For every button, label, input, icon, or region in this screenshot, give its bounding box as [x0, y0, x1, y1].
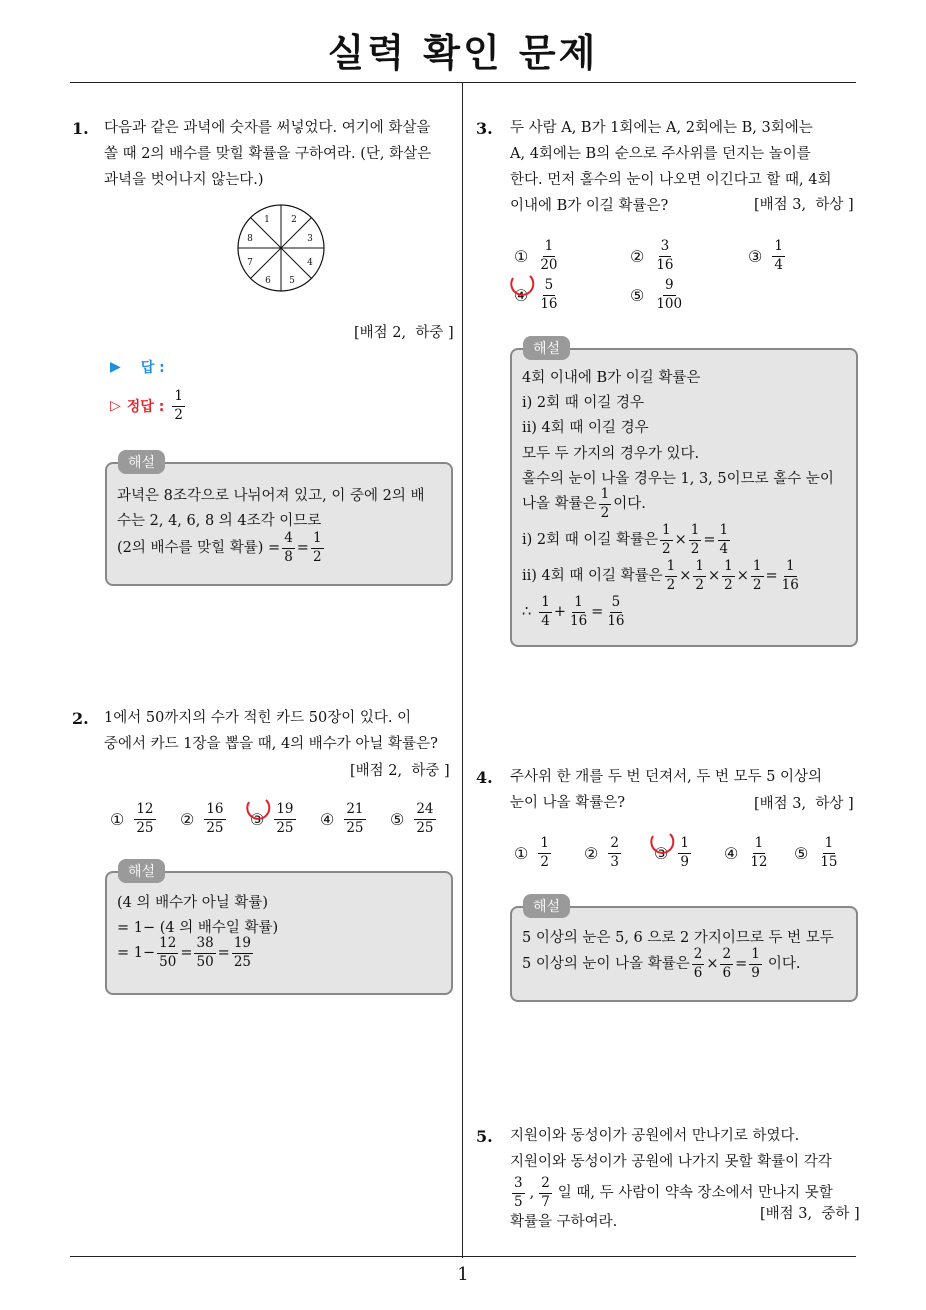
question-text [104, 705, 460, 757]
target-diagram [228, 203, 334, 293]
explanation-line: 홀수의 눈이 나올 경우는 1, 3, 5이므로 홀수 눈이 [522, 471, 834, 487]
explanation-tag: 해설 [523, 894, 570, 918]
answer-circle-mark [508, 271, 536, 299]
question-line: 눈이 나올 확률은? [510, 795, 626, 811]
choice-5[interactable]: ⑤ $\frac{24}{25}$ [390, 801, 434, 836]
explanation-box [105, 462, 453, 586]
answer-label: 답 : [140, 360, 165, 376]
bottom-rule [70, 1256, 856, 1257]
explanation-line: (4 의 배수가 아닐 확률) [117, 895, 269, 911]
correct-label: 정답 : [126, 399, 165, 415]
question-line: 중에서 카드 1장을 뽑을 때, 4의 배수가 아닐 확률은? [104, 736, 438, 752]
question-line: 두 사람 A, B가 1회에는 A, 2회에는 B, 3회에는 [510, 120, 813, 136]
question-number: 1. [72, 119, 89, 138]
target-number: 3 [307, 234, 313, 244]
question-line: 확률을 구하여라. [510, 1214, 618, 1230]
question-line: 지원이와 동성이가 공원에 나가지 못할 확률이 각각 [510, 1154, 832, 1170]
question-line: 다음과 같은 과녁에 숫자를 써넣었다. 여기에 화살을 [104, 120, 431, 136]
explanation-box [105, 871, 453, 995]
explanation-line: 나올 확률은 $\frac{1}{2}$ 이다. [522, 486, 646, 521]
question-line: 지원이와 동성이가 공원에서 만나기로 하였다. [510, 1128, 800, 1144]
choice-3[interactable]: ③ $\frac{1}{4}$ [748, 238, 783, 273]
choice-2[interactable]: ② $\frac{3}{16}$ [630, 238, 674, 273]
correct-answer-line [110, 390, 187, 422]
question-line: A, 4회에는 B의 순으로 주사위를 던지는 놀이를 [510, 146, 811, 162]
triangle-right-icon: ▶ [110, 359, 121, 375]
explanation-box [510, 906, 858, 1002]
explanation-line: = 1− (4 의 배수일 확률) [117, 920, 279, 936]
explanation-line: 5 이상의 눈은 5, 6 으로 2 가지이므로 두 번 모두 [522, 930, 834, 946]
choice-2[interactable]: ② $\frac{16}{25}$ [180, 801, 224, 836]
explanation-line: (2의 배수를 맞힐 확률) = $\frac{4}{8}$ = $\frac{1}{2}$ [117, 530, 322, 565]
choice-1[interactable]: ① $\frac{12}{25}$ [110, 801, 154, 836]
answer-line [110, 357, 165, 377]
choice-3[interactable]: ③ $\frac{1}{9}$ [654, 837, 693, 869]
answer-circle-mark [244, 795, 272, 823]
answer-circle-mark [648, 829, 676, 857]
score-meta: [배점 3, 하상 ] [754, 197, 854, 213]
question-number: 3. [476, 119, 493, 138]
choice-1[interactable]: ① $\frac{1}{2}$ [514, 835, 549, 870]
choice-3[interactable]: ③ $\frac{19}{25}$ [250, 803, 298, 835]
target-number: 4 [307, 258, 313, 268]
target-number: 2 [291, 215, 297, 225]
question-line: $\frac{3}{5}$ , $\frac{2}{7}$ 일 때, 두 사람이 약속 장소에서 만나지 못할 [514, 1175, 833, 1210]
choice-1[interactable]: ① $\frac{1}{20}$ [514, 238, 558, 273]
target-number: 5 [289, 276, 295, 286]
column-divider [462, 82, 463, 1258]
triangle-outline-icon: ▷ [110, 398, 121, 414]
target-number: 6 [265, 276, 271, 286]
explanation-box [510, 348, 858, 647]
explanation-line: 4회 이내에 B가 이길 확률은 [522, 370, 701, 386]
question-number: 5. [476, 1127, 493, 1146]
explanation-line: ⅱ) 4회 때 이길 경우 [522, 420, 649, 436]
explanation-line: 5 이상의 눈이 나올 확률은 $\frac{2}{6}$ × $\frac{2}{6}$ = $\frac{1}{9}$ 이다. [522, 946, 801, 981]
target-number: 1 [264, 215, 270, 225]
question-line: 이내에 B가 이길 확률은? [510, 198, 669, 214]
explanation-line: 수는 2, 4, 6, 8 의 4조각 이므로 [117, 513, 322, 529]
choice-5[interactable]: ⑤ $\frac{1}{15}$ [794, 835, 838, 870]
explanation-line: ⅰ) 2회 때 이길 경우 [522, 395, 644, 411]
score-meta: [배점 3, 중하 ] [760, 1206, 860, 1222]
score-meta: [배점 2, 하중 ] [354, 325, 454, 341]
explanation-line: ⅰ) 2회 때 이길 확률은 $\frac{1}{2}$ × $\frac{1}{2}$ = $\frac{1}{4}$ [522, 522, 729, 557]
choice-4[interactable]: ④ $\frac{5}{16}$ [514, 279, 562, 311]
question-line: 한다. 먼저 홀수의 눈이 나오면 이긴다고 할 때, 4회 [510, 172, 832, 188]
question-line: 1에서 50까지의 수가 적힌 카드 50장이 있다. 이 [104, 710, 412, 726]
choice-2[interactable]: ② $\frac{2}{3}$ [584, 835, 619, 870]
explanation-line: ⅱ) 4회 때 이길 확률은 $\frac{1}{2}$ × $\frac{1}{2}$ × $\frac{1}{2}$ × $\frac{1}{2}$ = $\frac{1}{16}$ [522, 558, 799, 593]
target-number: 8 [247, 234, 253, 244]
explanation-line: = 1− $\frac{12}{50}$ = $\frac{38}{50}$ = $\frac{19}{25}$ [117, 935, 252, 970]
question-line: 주사위 한 개를 두 번 던져서, 두 번 모두 5 이상의 [510, 769, 823, 785]
explanation-line: 과녁은 8조각으로 나뉘어져 있고, 이 중에 2의 배 [117, 488, 425, 504]
question-number: 4. [476, 768, 493, 787]
page-number: 1 [457, 1264, 469, 1285]
question-text [104, 115, 454, 193]
page-title: 실력 확인 문제 [327, 31, 599, 75]
score-meta: [배점 3, 하상 ] [754, 796, 854, 812]
explanation-tag: 해설 [118, 859, 165, 883]
score-meta: [배점 2, 하중 ] [350, 763, 450, 779]
target-number: 7 [247, 258, 253, 268]
question-line: 과녁을 벗어나지 않는다.) [104, 172, 264, 188]
correct-fraction: $\frac{1}{2}$ [174, 388, 183, 423]
explanation-line: ∴ $\frac{1}{4}$ + $\frac{1}{16}$ = $\frac{5}{16}$ [522, 594, 625, 629]
explanation-tag: 해설 [118, 450, 165, 474]
choice-4[interactable]: ④ $\frac{21}{25}$ [320, 801, 364, 836]
explanation-tag: 해설 [523, 336, 570, 360]
choice-4[interactable]: ④ $\frac{1}{12}$ [724, 835, 768, 870]
question-line: 쏠 때 2의 배수를 맞힐 확률을 구하여라. (단, 화살은 [104, 146, 432, 162]
question-number: 2. [72, 709, 89, 728]
top-rule [70, 82, 856, 83]
choice-5[interactable]: ⑤ $\frac{9}{100}$ [630, 277, 683, 312]
explanation-line: 모두 두 가지의 경우가 있다. [522, 446, 700, 462]
